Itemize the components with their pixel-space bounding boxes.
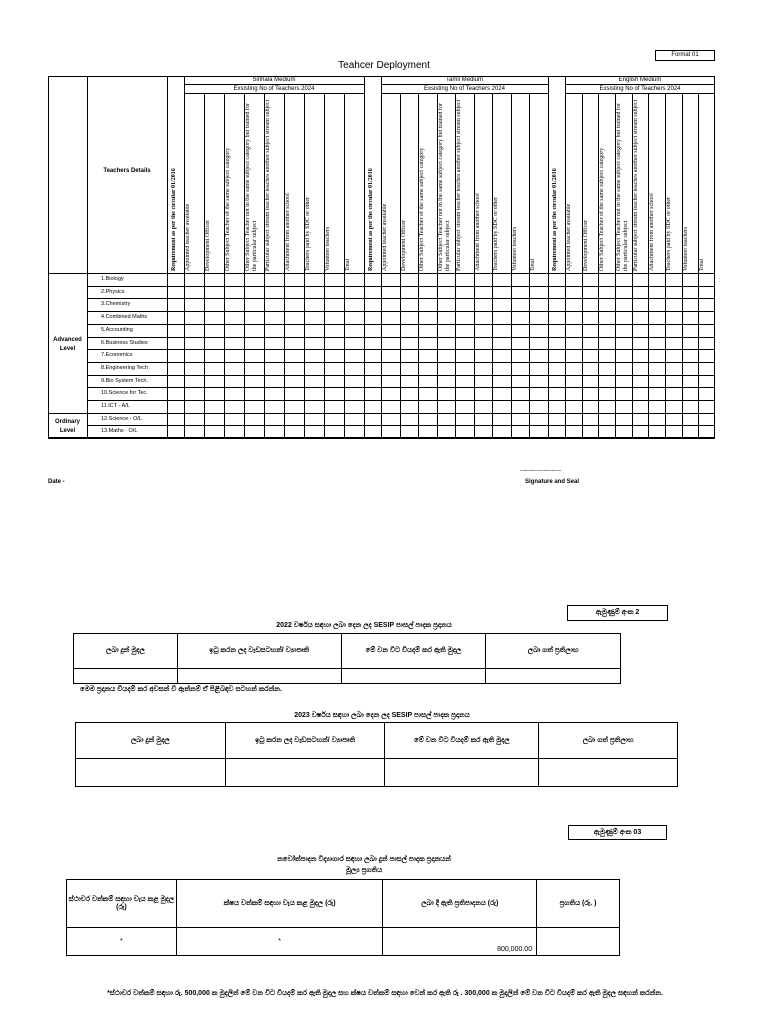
column-header: Particular subject stream teacher teaches another subject stream subject [632,99,639,271]
level-group-label: Ordinary Level [54,419,80,435]
column-header: Other Subject Teacher of the same subject category [419,147,426,271]
column-header: Total [530,258,537,271]
grid-line [87,375,715,376]
annex3-cell[interactable]: * [67,928,177,956]
column-header: Total [345,258,351,271]
medium-name: English Medium [618,77,662,83]
level-group-label: Advanced Level [53,336,82,352]
column-header: Development Officer [582,219,589,271]
annex3-header: ස්ථාවර වත්කම් සඳහා වැය කළ මුදල (රු) [67,880,177,928]
signature-dots: ................................... [520,467,561,473]
column-header: Attachment from another school [649,193,656,271]
grid-line [87,362,715,363]
annex3-table [66,879,620,956]
column-header: Particular subject stream teacher teaches another subject stream subject [265,99,271,271]
column-header: Appointed teacher available [185,203,191,271]
table-row-label: 11.ICT - A/L [101,403,130,409]
annex3-header: ලබා දී ඇති ප්‍රතිපාදනය (රු) [383,880,537,928]
table2022-cell[interactable] [74,669,178,684]
requirement-col-header: Requirement as per the circular 01/2016 [368,168,374,271]
table-row-label: 2.Physics [101,288,125,295]
column-header: Appointed teacher available [382,203,388,271]
grid-line [87,349,715,350]
column-header: Other Subject Teacher not in the same subject category but trained for the particular subject [616,103,629,271]
column-header: Attachment from another school [285,193,291,271]
column-header: Volunteer teachers [682,226,689,271]
grid-line [167,76,168,438]
grid-line [48,413,715,414]
teachers-details-header: Teachers Details [103,168,151,174]
column-header: Other Subject Teacher not in the same subject category but trained for the particular subject [437,103,451,271]
grid-line [48,438,715,439]
medium-name: Sinhala Medium [252,77,296,83]
grid-line [87,324,715,325]
table-row-label: 3.Chemistry [101,301,131,308]
column-header: Other Subject Teacher of the same subject category [599,147,606,271]
column-header: Other Subject Teacher not in the same subject category but trained for the particular subject [245,103,258,271]
date-label: Date - [48,479,65,485]
table-row-label: 9.Bio System Tech. [101,377,148,384]
signature-label: Signature and Seal [525,479,580,485]
format-label: Format 01 [655,50,715,61]
column-header: Particular subject stream teacher teaches another subject stream subject [456,99,463,271]
column-header: Volunteer teachers [325,226,331,271]
column-header: Teachers paid by SDC or other [666,196,672,271]
column-header: Development Officer [400,219,407,271]
grid-line [184,93,364,94]
table2022-cell[interactable] [486,669,621,684]
table-row-label: 7.Economics [101,352,133,359]
table2022-header: මේ වන විට වියදම් කර ඇති මුදල [341,634,486,669]
annex3-tag: ඇමුණුම් අංක 03 [568,825,667,840]
table-row-label: 10.Science for Tec. [101,390,148,397]
grid-line [87,76,88,438]
column-header: Teachers paid by SDC or other [493,196,500,271]
grid-line [565,93,715,94]
table-row-label: 4.Combined Maths [101,314,148,321]
grid-line [548,76,549,438]
column-header: Attachment from another school [474,193,481,271]
table2023-cell[interactable] [385,759,539,787]
grid-line [87,298,715,299]
column-header: Total [699,258,706,271]
table-2023 [75,722,678,787]
grid-line [87,387,715,388]
table-row-label: 8.Engineering Tech [101,364,148,371]
column-header: Appointed teacher available [566,203,572,271]
grid-line [87,400,715,401]
grid-line [565,84,715,85]
grid-line [87,337,715,338]
grid-line [48,273,715,274]
grid-line [87,311,715,312]
grid-line [381,84,548,85]
table2023-header: ලබා දුන් මුදල [76,723,226,759]
table-row-label: 5.Accounting [101,326,133,333]
grid-line [184,84,364,85]
table-2022 [73,633,621,684]
medium-sub: Exsisting No of Teachers 2024 [233,86,315,92]
table2022-header: ලබා ගත් ප්‍රතිලාභ [486,634,621,669]
table-row-label: 1.Biology [101,276,124,282]
annex3-footnote: *ස්ථාවර වත්කම් සඳහා රු. 500,000 ක මුදලින් මේ වන විට වියදම් කර ඇති මුදල සහ ක්ෂය වත්කම් සඳහා වෙන් කර ඇති රු . 300,000 ක මුදලින් මේ වන විට වියදම් කර ඇති මුදල සඳහන් කරන්න. [107,990,663,997]
annex2-note: මෙම ප්‍රදානය වියදම් කර අවසන් වී ඇත්නම් ඒ පිළිබඳව සටහන් කරන්න. [80,686,282,693]
column-header: Development Officer [205,219,211,271]
table2023-cell[interactable] [76,759,226,787]
column-header: Other Subject Teacher of the same subject category [225,147,231,271]
table2023-header: ඉටු කරන ලද වැඩසටහන්/ ව්‍යාපෘති [225,723,385,759]
medium-name: Tamil Medium [445,77,483,83]
requirement-col-header: Requirement as per the circular 01/2016 [552,168,558,271]
grid-line [87,286,715,287]
column-header: Teachers paid by SDC or other [305,196,311,271]
table2023-cell[interactable] [225,759,385,787]
annex3-cell[interactable] [537,928,620,956]
requirement-col-header: Requirement as per the circular 01/2016 [171,168,177,271]
medium-sub: Exsisting No of Teachers 2024 [424,86,505,92]
grid-line [381,93,548,94]
table-row-label: 13.Maths - O/L [101,428,138,435]
annex3-header: ප්‍රගතිය (රු. ) [537,880,620,928]
table2023-header: මේ වන විට වියදම් කර ඇති මුදල [385,723,539,759]
column-header: Volunteer teachers [511,226,518,271]
table2022-title: 2022 වර්ෂය සඳහා ලබා දෙන ලද SESIP පාසල් පාදක ප්‍රදානය [276,622,452,629]
table2023-cell[interactable] [539,759,678,787]
page-title: Teahcer Deployment [338,60,430,71]
medium-sub: Exsisting No of Teachers 2024 [599,86,681,92]
annex3-header: ක්ෂය වත්කම් සඳහා වැය කළ මුදල (රු) [176,880,383,928]
table-row-label: 6.Business Studies [101,339,148,346]
annex3-title2: මූල්‍ය ප්‍රගතිය [345,867,383,874]
table2023-title: 2023 වර්ෂය සඳහා ලබා දෙන ලද SESIP පාසල් පාදක ප්‍රදානය [294,712,470,719]
table2022-cell[interactable] [177,669,341,684]
annex2-tag: ඇමුණුම් අංක 2 [567,605,668,621]
table2022-header: ඉටු කරන ලද වැඩසටහන්/ ව්‍යාපෘති [177,634,341,669]
table2022-cell[interactable] [341,669,486,684]
table2022-header: ලබා දුන් මුදල [74,634,178,669]
grid-line [364,76,365,438]
table-row-label: 12.Science - O/L [101,415,142,422]
annex3-title1: නවෝත්පාදන විද්‍යාගාර සඳහා ලබා දුන් පාසල් පාදක ප්‍රදානයන් [277,856,451,863]
annex3-cell-allocation[interactable]: 800,000.00 [383,928,537,956]
table2023-header: ලබා ගත් ප්‍රතිලාභ [539,723,678,759]
annex3-cell[interactable]: * [176,928,383,956]
grid-line [87,425,715,426]
